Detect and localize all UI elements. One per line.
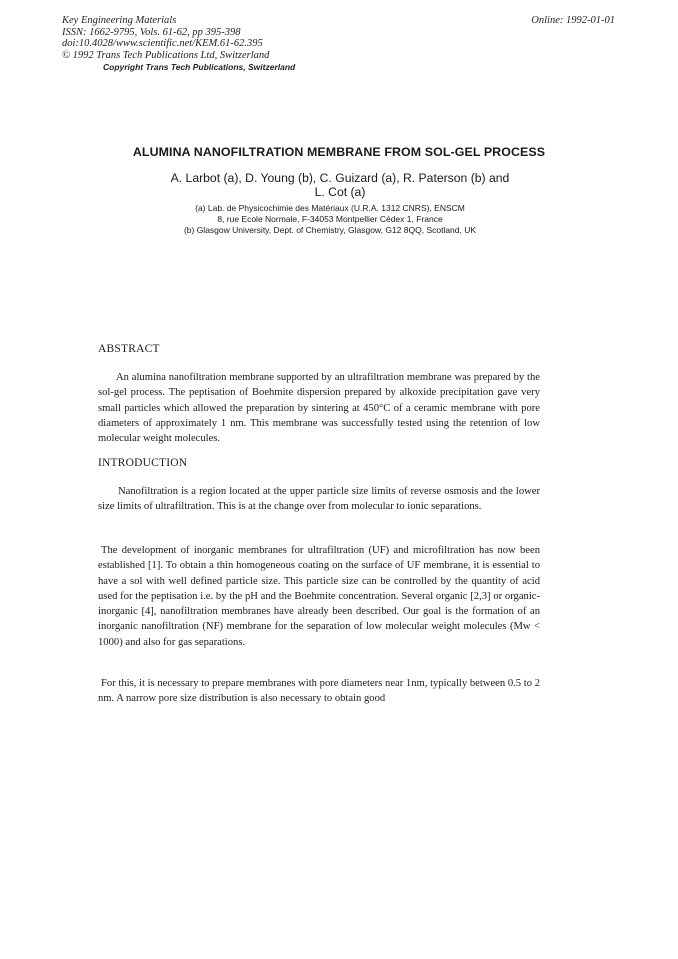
online-date: Online: 1992-01-01 [531,15,615,26]
introduction-heading: INTRODUCTION [98,457,188,469]
doi-line: doi:10.4028/www.scientific.net/KEM.61-62.395 [62,38,263,49]
authors [130,172,550,199]
journal-header [62,15,295,74]
intro-paragraph-2: The development of inorganic membranes for ultrafiltration (UF) and microfiltration has now been established [1]. To obtain a thin homogeneous coating on the surface of UF membrane, it is essential to have a sol with well defined particle size. This particle size can be controlled by the quantity of acid used for the peptisation i.e. by the pH and the Boehmite concentration. Several organic [2,3] or organic-inorganic [4], nanofiltration membranes have already been described. Our goal is the formation of an inorganic nanofiltration (NF) membrane for the separation of low molecular weight molecules (Mw < 1000) and also for gas separations. [98,545,540,648]
affiliations [100,203,560,236]
authors-line-1: A. Larbot (a), D. Young (b), C. Guizard (a), R. Paterson (b) and [170,171,510,185]
affiliation-b: (b) Glasgow University, Dept. of Chemistry, Glasgow, G12 8QQ, Scotland, UK [183,225,477,235]
copyright-line: © 1992 Trans Tech Publications Ltd, Switzerland [62,49,270,61]
authors-line-2: L. Cot (a) [314,184,366,199]
intro-paragraph-3: For this, it is necessary to prepare membranes with pore diameters near 1nm, typically between 0.5 to 2 nm. A narrow pore size distribution is also necessary to obtain good [98,678,540,705]
abstract-text: An alumina nanofiltration membrane supported by an ultrafiltration membrane was prepared by the sol-gel process. The peptisation of Boehmite dispersion prepared by alkoxide precipitation gave very small particles which allowed the preparation by sintering at 450°C of a ceramic membrane with pore diameters of approximately 1 nm. This membrane was successfully tested using the retention of low molecular weight molecules. [98,372,540,445]
intro-paragraph-1: Nanofiltration is a region located at the upper particle size limits of reverse osmosis and the lower size limits of ultrafiltration. This is at the change over from molecular to ionic separations. [98,486,540,513]
affiliation-a-line-2: 8, rue Ecole Normale, F-34053 Montpellier Cédex 1, France [217,214,443,224]
affiliation-a-line-1: (a) Lab. de Physicochimie des Matériaux (U.R.A. 1312 CNRS), ENSCM [195,203,465,213]
issn-line: ISSN: 1662-9795, Vols. 61-62, pp 395-398 [62,26,241,38]
abstract-heading: ABSTRACT [98,343,160,355]
copyright-note: Copyright Trans Tech Publications, Switzerland [103,62,296,72]
paper-title: ALUMINA NANOFILTRATION MEMBRANE FROM SOL-GEL PROCESS [132,145,546,159]
journal-name: Key Engineering Materials [62,15,177,26]
